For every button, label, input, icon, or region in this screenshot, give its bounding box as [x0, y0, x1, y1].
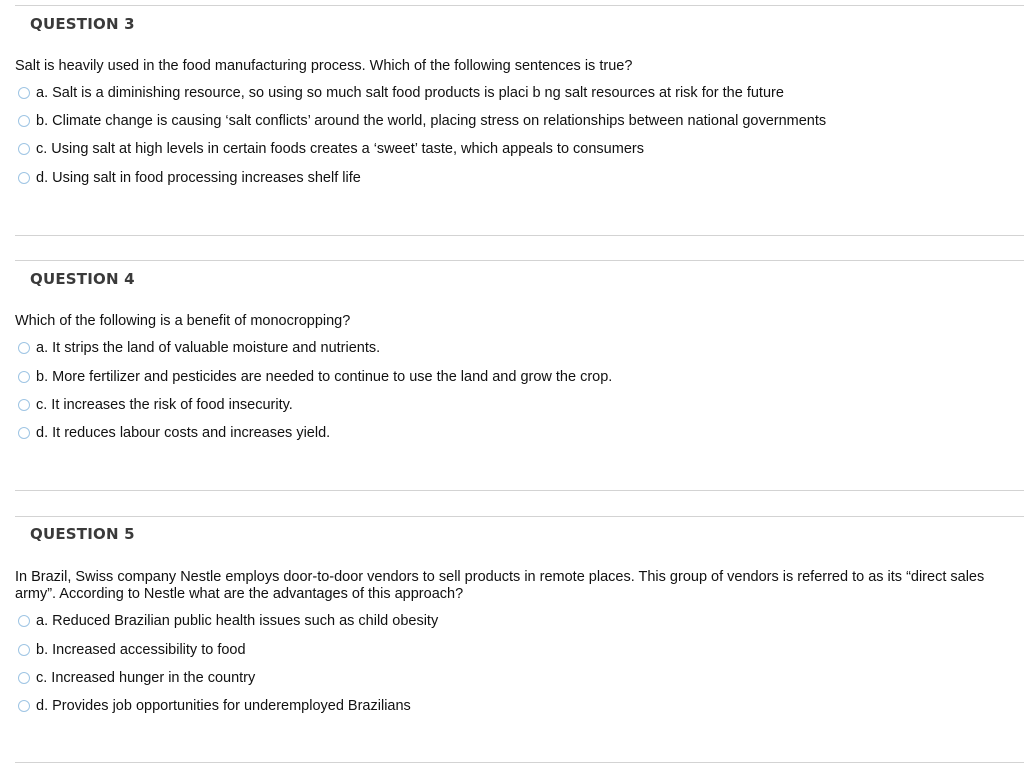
option-c[interactable]	[18, 140, 644, 158]
divider	[15, 516, 1024, 517]
radio-button[interactable]	[18, 172, 30, 184]
radio-button[interactable]	[18, 371, 30, 383]
radio-button[interactable]	[18, 87, 30, 99]
option-d[interactable]	[18, 169, 361, 187]
divider	[15, 235, 1024, 236]
option-a[interactable]	[18, 612, 438, 630]
question-header: QUESTION 4	[30, 270, 135, 288]
radio-button[interactable]	[18, 644, 30, 656]
radio-button[interactable]	[18, 700, 30, 712]
option-c[interactable]	[18, 669, 255, 687]
option-label: c. Using salt at high levels in certain foods creates a ‘sweet’ taste, which appeals to consumers	[36, 141, 644, 157]
question-header: QUESTION 3	[30, 15, 135, 33]
option-b[interactable]	[18, 641, 246, 659]
radio-button[interactable]	[18, 115, 30, 127]
option-b[interactable]	[18, 112, 826, 130]
option-c[interactable]	[18, 396, 293, 414]
option-label: d. It reduces labour costs and increases yield.	[36, 425, 331, 441]
option-b[interactable]	[18, 368, 612, 386]
divider	[15, 260, 1024, 261]
option-label: a. Reduced Brazilian public health issues such as child obesity	[36, 613, 439, 629]
option-a[interactable]	[18, 84, 784, 102]
radio-button[interactable]	[18, 399, 30, 411]
option-label: d. Using salt in food processing increases shelf life	[36, 170, 361, 186]
option-label: b. Increased accessibility to food	[36, 642, 246, 658]
radio-button[interactable]	[18, 672, 30, 684]
divider	[15, 5, 1024, 6]
option-label: a. Salt is a diminishing resource, so using so much salt food products is placi b ng salt resources at risk for the future	[36, 85, 784, 101]
option-a[interactable]	[18, 339, 380, 357]
question-text: Which of the following is a benefit of monocropping?	[15, 313, 351, 329]
option-label: c. It increases the risk of food insecurity.	[36, 397, 293, 413]
option-label: b. Climate change is causing ‘salt conflicts’ around the world, placing stress on relationships between national governments	[36, 113, 827, 129]
radio-button[interactable]	[18, 143, 30, 155]
option-label: c. Increased hunger in the country	[36, 670, 256, 686]
radio-button[interactable]	[18, 342, 30, 354]
question-text: In Brazil, Swiss company Nestle employs door-to-door vendors to sell products in remote places. This group of vendors is referred to as its “direct sales army”. According to Nestle what are the advantages of this approach?	[15, 569, 985, 602]
divider	[15, 490, 1024, 491]
option-d[interactable]	[18, 424, 330, 442]
option-label: a. It strips the land of valuable moisture and nutrients.	[36, 340, 381, 356]
radio-button[interactable]	[18, 427, 30, 439]
option-d[interactable]	[18, 697, 411, 715]
radio-button[interactable]	[18, 615, 30, 627]
option-label: d. Provides job opportunities for underemployed Brazilians	[36, 698, 411, 714]
question-text: Salt is heavily used in the food manufacturing process. Which of the following sentences is true?	[15, 58, 633, 74]
divider	[15, 762, 1024, 763]
question-header: QUESTION 5	[30, 525, 135, 543]
option-label: b. More fertilizer and pesticides are needed to continue to use the land and grow the crop.	[36, 369, 613, 385]
